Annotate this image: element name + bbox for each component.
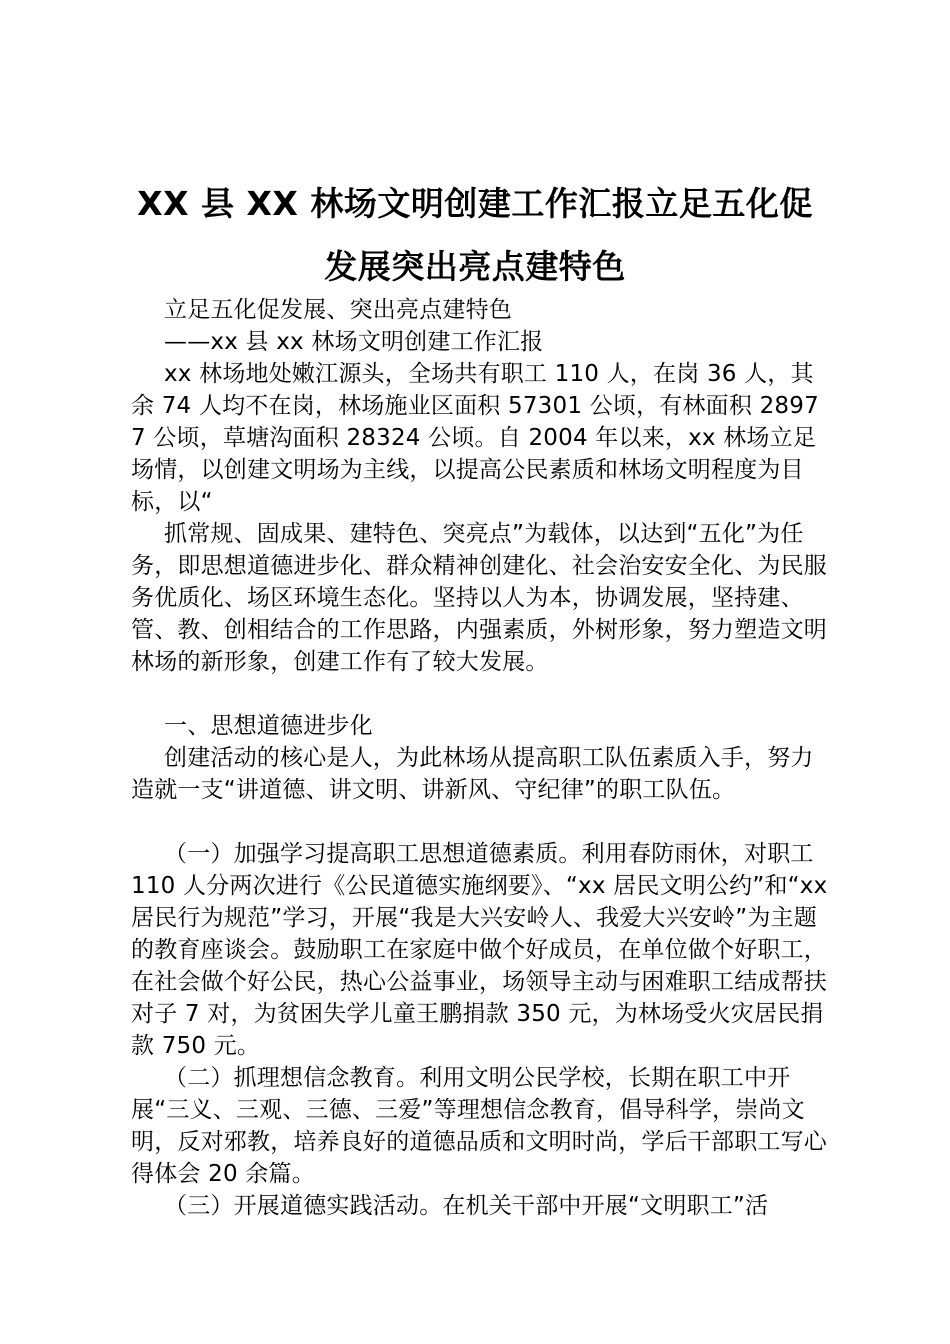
paragraph-spacer xyxy=(131,678,831,710)
subtitle: 立足五化促发展、突出亮点建特色 xyxy=(164,297,512,323)
section-1-paragraph: 创建活动的核心是人，为此林场从提高职工队伍素质入手，努力造就一支“讲道德、讲文明、讲新风、守纪律”的职工队伍。 xyxy=(131,745,814,803)
document-title-line-1: XX 县 XX 林场文明创建工作汇报立足五化促 xyxy=(137,184,813,223)
intro-paragraph: xx 林场地处嫩江源头，全场共有职工 110 人，在岗 36 人，其余 74 人均不在岗，林场施业区面积 57301 公顷，有林面积 28977 公顷，草塘沟面积 28324 公顷。自 2004 年以来，xx 林场立足场情，以创建文明场为主线，以提高公民素质和林场文明程度为目标，以“ xyxy=(131,361,819,515)
item-3-paragraph: （三）开展道德实践活动。在机关干部中开展“文明职工”活 xyxy=(164,1193,769,1219)
item-2-paragraph: （二）抓理想信念教育。利用文明公民学校，长期在职工中开展“三义、三观、三德、三爱”等理想信念教育，倡导科学，崇尚文明，反对邪教，培养良好的道德品质和文明时尚，学后干部职工写心得体会 20 余篇。 xyxy=(131,1065,827,1187)
paragraph-spacer xyxy=(131,806,831,838)
subtitle-byline: ——xx 县 xx 林场文明创建工作汇报 xyxy=(164,329,544,355)
document-title-line-2: 发展突出亮点建特色 xyxy=(324,247,626,286)
item-1-paragraph: （一）加强学习提高职工思想道德素质。利用春防雨休，对职工 110 人分两次进行《公民道德实施纲要》、“xx 居民文明公约”和“xx 居民行为规范”学习，开展“我是大兴安岭人、我爱大兴安岭”为主题的教育座谈会。鼓励职工在家庭中做个好成员，在单位做个好职工，在社会做个好公民，热心公益事业，场领导主动与困难职工结成帮扶对子 7 对，为贫困失学儿童王鹏捐款 350 元，为林场受火灾居民捐款 750 元。 xyxy=(131,841,828,1059)
section-heading-1: 一、思想道德进步化 xyxy=(164,713,373,739)
document-body xyxy=(131,294,831,1222)
intro-paragraph-continued: 抓常规、固成果、建特色、突亮点”为载体，以达到“五化”为任务，即思想道德进步化、群众精神创建化、社会治安安全化、为民服务优质化、场区环境生态化。坚持以人为本，协调发展，坚持建、管、教、创相结合的工作思路，内强素质，外树形象，努力塑造文明林场的新形象，创建工作有了较大发展。 xyxy=(131,521,827,675)
